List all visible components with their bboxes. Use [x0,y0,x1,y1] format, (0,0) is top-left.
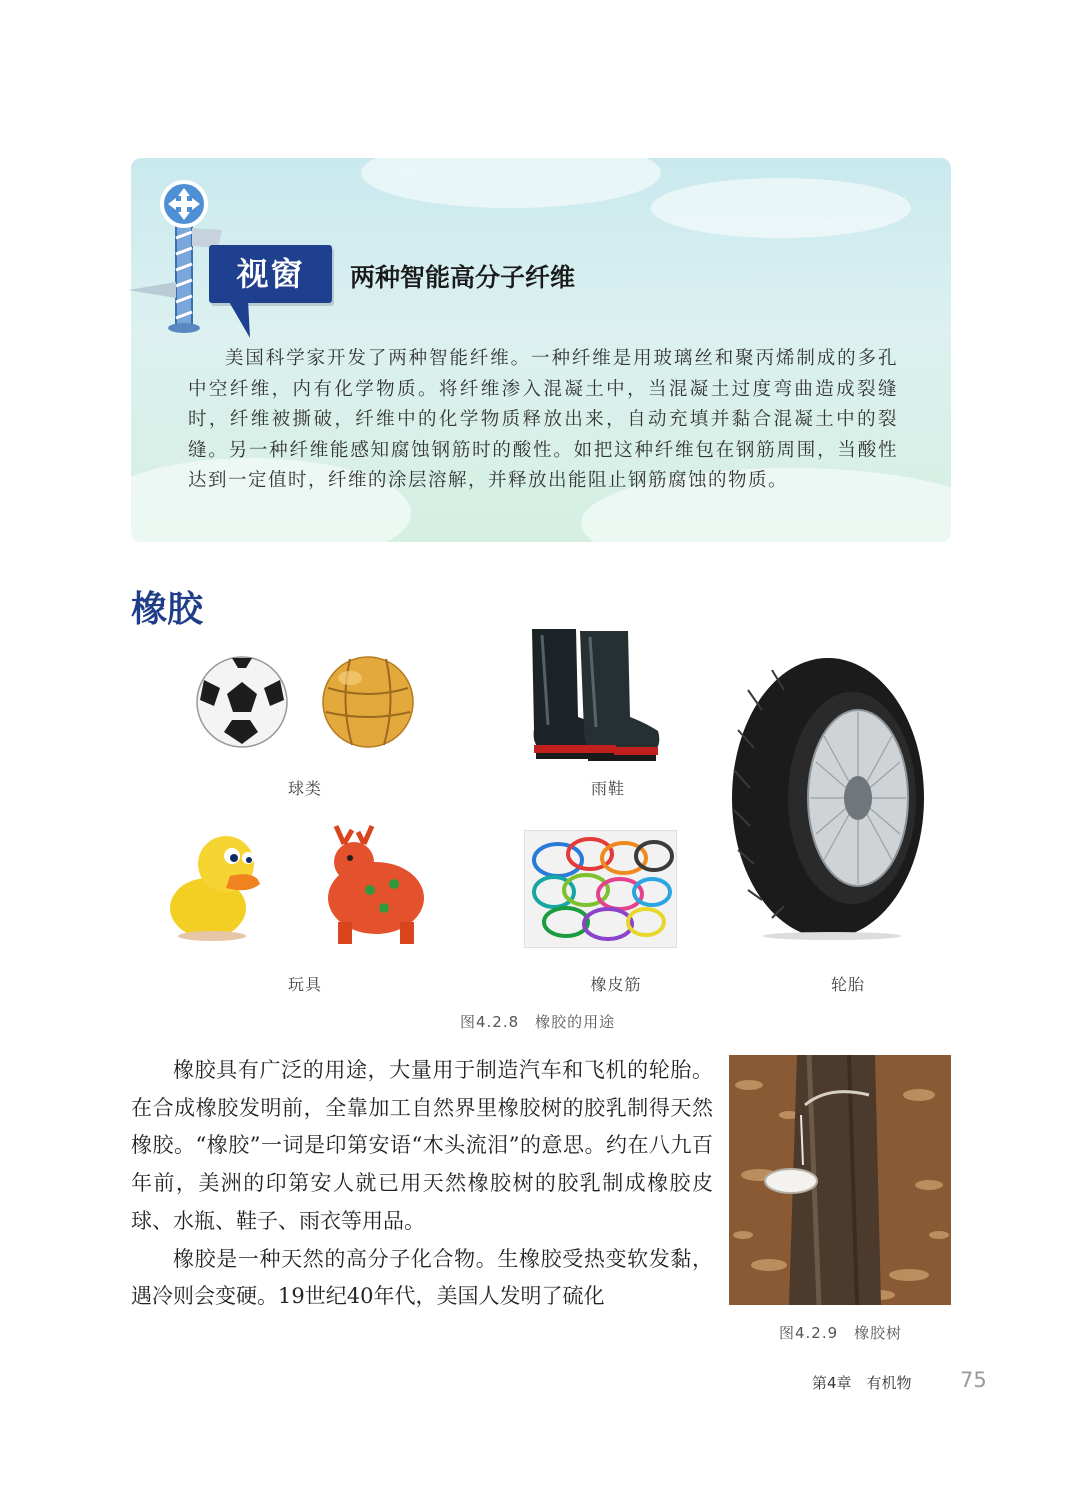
window-tag-label: 视窗 [236,255,305,293]
tag-pointer [228,300,252,340]
window-title: 两种智能高分子纤维 [350,263,576,292]
body-text [131,1052,713,1316]
balls-photo [190,650,420,750]
rain-boots-photo [524,625,664,767]
figure-caption-4-2-9: 图4.2.9 橡胶树 [779,1324,903,1342]
bird-icon: ﹀ [896,194,909,208]
rubber-tree-photo [729,1055,951,1305]
label-rubber-bands: 橡皮筋 [590,975,642,994]
cloud [651,178,911,238]
footer-chapter: 第4章 有机物 [812,1374,912,1392]
page-number: 75 [960,1368,987,1392]
tire-photo [728,650,938,940]
label-balls: 球类 [287,779,322,798]
bird-icon: ﹀ [403,170,416,184]
label-toys: 玩具 [287,975,322,994]
label-rain-boots: 雨鞋 [590,779,625,798]
section-heading: 橡胶 [131,589,204,630]
window-tag [209,245,332,303]
rubber-bands-photo [524,830,677,948]
toys-photo [168,818,438,948]
paragraph: 橡胶是一种天然的高分子化合物。生橡胶受热变软发黏，遇冷则会变硬。19世纪40年代，美国人发明了硫化 [131,1246,713,1309]
label-tire: 轮胎 [830,975,865,994]
window-text: 美国科学家开发了两种智能纤维。一种纤维是用玻璃丝和聚丙烯制成的多孔中空纤维，内有化学物质。将纤维渗入混凝土中，当混凝土过度弯曲造成裂缝时，纤维被撕破，纤维中的化学物质释放出来，自动充填并黏合混凝土中的裂缝。另一种纤维能感知腐蚀钢筋时的酸性。如把这种纤维包在钢筋周围，当酸性达到一定值时，纤维的涂层溶解，并释放出能阻止钢筋腐蚀的物质。 [188,348,898,491]
bird-icon: ﹀ [821,218,834,232]
figure-caption-4-2-8: 图4.2.8 橡胶的用途 [460,1013,616,1031]
paragraph: 橡胶具有广泛的用途，大量用于制造汽车和飞机的轮胎。在合成橡胶发明前，全靠加工自然界里橡胶树的胶乳制得天然橡胶。“橡胶”一词是印第安语“木头流泪”的意思。约在八九百年前，美洲的印第安人就已用天然橡胶树的胶乳制成橡胶皮球、水瓶、鞋子、雨衣等用品。 [131,1058,713,1233]
